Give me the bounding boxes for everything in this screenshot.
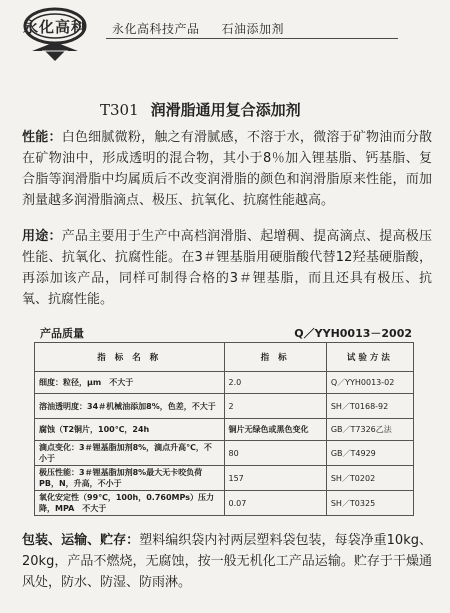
row-item: 细度：粒径，μm 不大于 — [35, 372, 225, 394]
row-item: 氧化安定性（99℃，100h，0.760MPs）压力降，MPA 不大于 — [35, 491, 225, 516]
row-method: Q／YYH0013-02 — [326, 372, 413, 394]
packaging-section — [22, 530, 432, 593]
header-item-name: 指 标 名 称 — [35, 343, 225, 372]
header-line — [112, 20, 284, 37]
row-method: GB／T4929 — [326, 441, 413, 466]
page-title — [100, 99, 301, 120]
table-row — [35, 491, 414, 516]
usage-text: 产品主要用于生产中高档润滑脂、起增稠、提高滴点、提高极压性能、抗氧化、抗腐性能。在3＃锂基脂用硬脂酸代替12羟基硬脂酸，再添加该产品，同样可制得合格的3＃锂基脂，而且还具有极压、抗氧、抗腐性能。 — [22, 229, 432, 307]
row-value: 2 — [224, 394, 326, 419]
properties-section — [22, 127, 432, 211]
table-row — [35, 466, 414, 491]
row-item: 腐蚀（T2铜片，100℃，24h — [35, 419, 225, 441]
usage-section — [22, 226, 432, 310]
row-value: 铜片无绿色或黑色变化 — [224, 419, 326, 441]
quality-label: 产品质量 — [40, 327, 84, 340]
row-value: 0.07 — [224, 491, 326, 516]
row-method: SH／T0202 — [326, 466, 413, 491]
row-item: 极压性能：3＃锂基脂加剂8%最大无卡咬负荷PB，N，升高，不小于 — [35, 466, 225, 491]
header-test-method: 试验方法 — [326, 343, 413, 372]
table-header-row — [35, 343, 414, 372]
packaging-text: 塑料编织袋内衬两层塑料袋包装，每袋净重10kg、20kg，产品不燃烧，无腐蚀，按一般无机化工产品运输。贮存于干燥通风处，防水、防湿、防雨淋。 — [22, 533, 432, 590]
product-code: T301 — [100, 101, 139, 119]
spec-table — [34, 342, 414, 516]
company-product: 永化高科技产品 — [112, 22, 200, 36]
row-method: SH／T0168-92 — [326, 394, 413, 419]
row-value: 2.0 — [224, 372, 326, 394]
properties-label: 性能： — [22, 130, 62, 145]
row-value: 157 — [224, 466, 326, 491]
company-logo — [22, 6, 88, 62]
properties-text: 白色细腻微粉，触之有滑腻感，不溶于水，微溶于矿物油而分散在矿物油中，形成透明的混合物，其小于8％加入锂基脂、钙基脂、复合脂等润滑脂中均属质后不改变润滑脂的颜色和润滑脂原来性能，而加剂量越多润滑脂滴点、极压、抗氧化、抗腐性能越高。 — [22, 130, 432, 208]
svg-text:永化高科: 永化高科 — [22, 18, 88, 36]
table-row — [35, 441, 414, 466]
row-method: SH／T0325 — [326, 491, 413, 516]
usage-label: 用途： — [22, 229, 62, 244]
row-item: 滴点变化：3＃锂基脂加剂8%，滴点升高℃，不小于 — [35, 441, 225, 466]
packaging-label: 包装、运输、贮存： — [22, 533, 140, 548]
product-category: 石油添加剂 — [221, 22, 285, 36]
table-row — [35, 372, 414, 394]
header-spec: 指 标 — [224, 343, 326, 372]
header-divider — [106, 38, 398, 39]
row-method: GB／T7326乙法 — [326, 419, 413, 441]
row-item: 溶油透明度：34＃机械油添加8%，色差，不大于 — [35, 394, 225, 419]
table-row — [35, 419, 414, 441]
quality-standard: Q／YYH0013－2002 — [294, 327, 412, 340]
row-value: 80 — [224, 441, 326, 466]
product-name: 润滑脂通用复合添加剂 — [150, 101, 301, 119]
table-row — [35, 394, 414, 419]
